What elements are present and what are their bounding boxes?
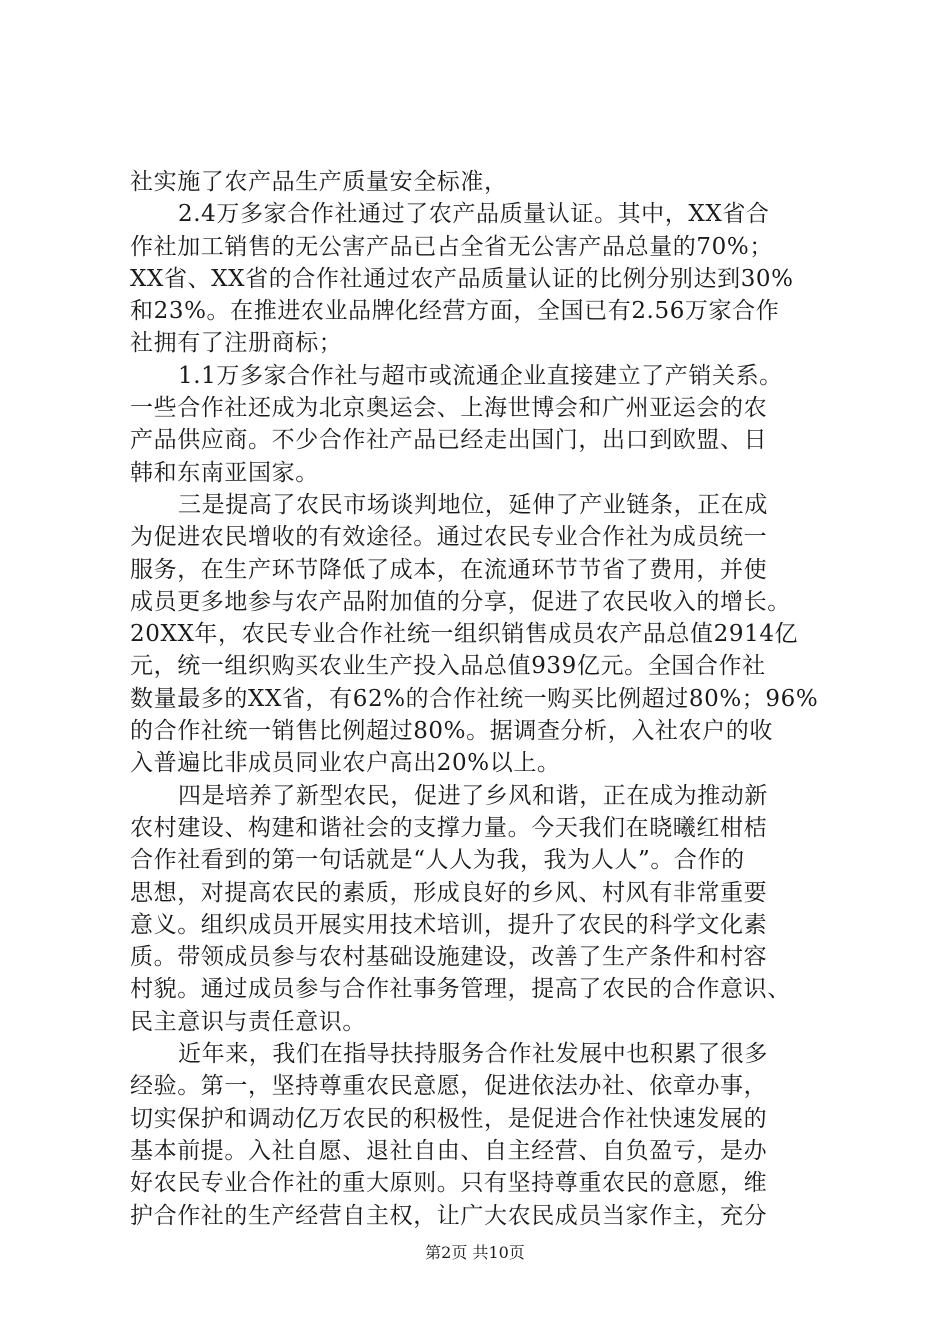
text-line: 三是提高了农民市场谈判地位，延伸了产业链条，正在成 bbox=[178, 491, 768, 518]
text-line: 2.4万多家合作社通过了农产品质量认证。其中，XX省合 bbox=[178, 201, 770, 228]
body-text bbox=[130, 166, 830, 1232]
text-line: 近年来，我们在指导扶持服务合作社发展中也积累了很多 bbox=[178, 1041, 768, 1068]
text-line: 社拥有了注册商标； bbox=[130, 330, 343, 357]
text-line: 四是培养了新型农民，促进了乡风和谐，正在成为推动新 bbox=[178, 782, 768, 809]
text-line: 元，统一组织购买农业生产投入品总值939亿元。全国合作社 bbox=[130, 653, 766, 680]
text-line: 和23%。在推进农业品牌化经营方面，全国已有2.56万家合作 bbox=[130, 298, 780, 325]
page-footer: 第2页 共10页 bbox=[425, 1243, 525, 1262]
text-line: 入普遍比非成员同业农户高出20%以上。 bbox=[130, 750, 561, 777]
text-line: 经验。第一，坚持尊重农民意愿，促进依法办社、依章办事， bbox=[130, 1073, 768, 1100]
text-line: 意义。组织成员开展实用技术培训，提升了农民的科学文化素 bbox=[130, 911, 768, 938]
text-line: 切实保护和调动亿万农民的积极性，是促进合作社快速发展的 bbox=[130, 1105, 768, 1132]
text-line: 村貌。通过成员参与合作社事务管理，提高了农民的合作意识、 bbox=[130, 976, 791, 1003]
text-line: 社实施了农产品生产质量安全标准， bbox=[130, 169, 508, 195]
text-line: 好农民专业合作社的重大原则。只有坚持尊重农民的意愿，维 bbox=[130, 1170, 768, 1197]
text-line: 农村建设、构建和谐社会的支撑力量。今天我们在晓曦红柑桔 bbox=[130, 814, 768, 841]
text-line: 基本前提。入社自愿、退社自由、自主经营、自负盈亏，是办 bbox=[130, 1137, 768, 1164]
text-line: 民主意识与责任意识。 bbox=[130, 1008, 366, 1035]
text-line: 成员更多地参与农产品附加值的分享，促进了农民收入的增长。 bbox=[130, 588, 791, 615]
text-line: 作社加工销售的无公害产品已占全省无公害产品总量的70%； bbox=[130, 233, 773, 260]
text-line: 的合作社统一销售比例超过80%。据调查分析，入社农户的收 bbox=[130, 718, 773, 745]
text-line: 质。带领成员参与农村基础设施建设，改善了生产条件和村容 bbox=[130, 944, 768, 971]
text-line: 护合作社的生产经营自主权，让广大农民成员当家作主，充分 bbox=[130, 1202, 768, 1229]
text-line: 一些合作社还成为北京奥运会、上海世博会和广州亚运会的农 bbox=[130, 395, 768, 422]
text-line: 数量最多的XX省，有62%的合作社统一购买比例超过80%；96% bbox=[130, 685, 819, 712]
text-line: 合作社看到的第一句话就是“人人为我，我为人人”。合作的 bbox=[130, 847, 745, 874]
text-line: 思想，对提高农民的素质，形成良好的乡风、村风有非常重要 bbox=[130, 879, 768, 906]
text-line: 1.1万多家合作社与超市或流通企业直接建立了产销关系。 bbox=[178, 362, 783, 389]
text-line: 为促进农民增收的有效途径。通过农民专业合作社为成员统一 bbox=[130, 524, 768, 551]
text-line: 20XX年，农民专业合作社统一组织销售成员农产品总值2914亿 bbox=[130, 621, 799, 648]
text-line: 产品供应商。不少合作社产品已经走出国门，出口到欧盟、日 bbox=[130, 427, 768, 454]
text-line: 韩和东南亚国家。 bbox=[130, 459, 319, 486]
text-line: XX省、XX省的合作社通过农产品质量认证的比例分别达到30% bbox=[130, 265, 794, 292]
text-line: 服务，在生产环节降低了成本，在流通环节节省了费用，并使 bbox=[130, 556, 768, 583]
